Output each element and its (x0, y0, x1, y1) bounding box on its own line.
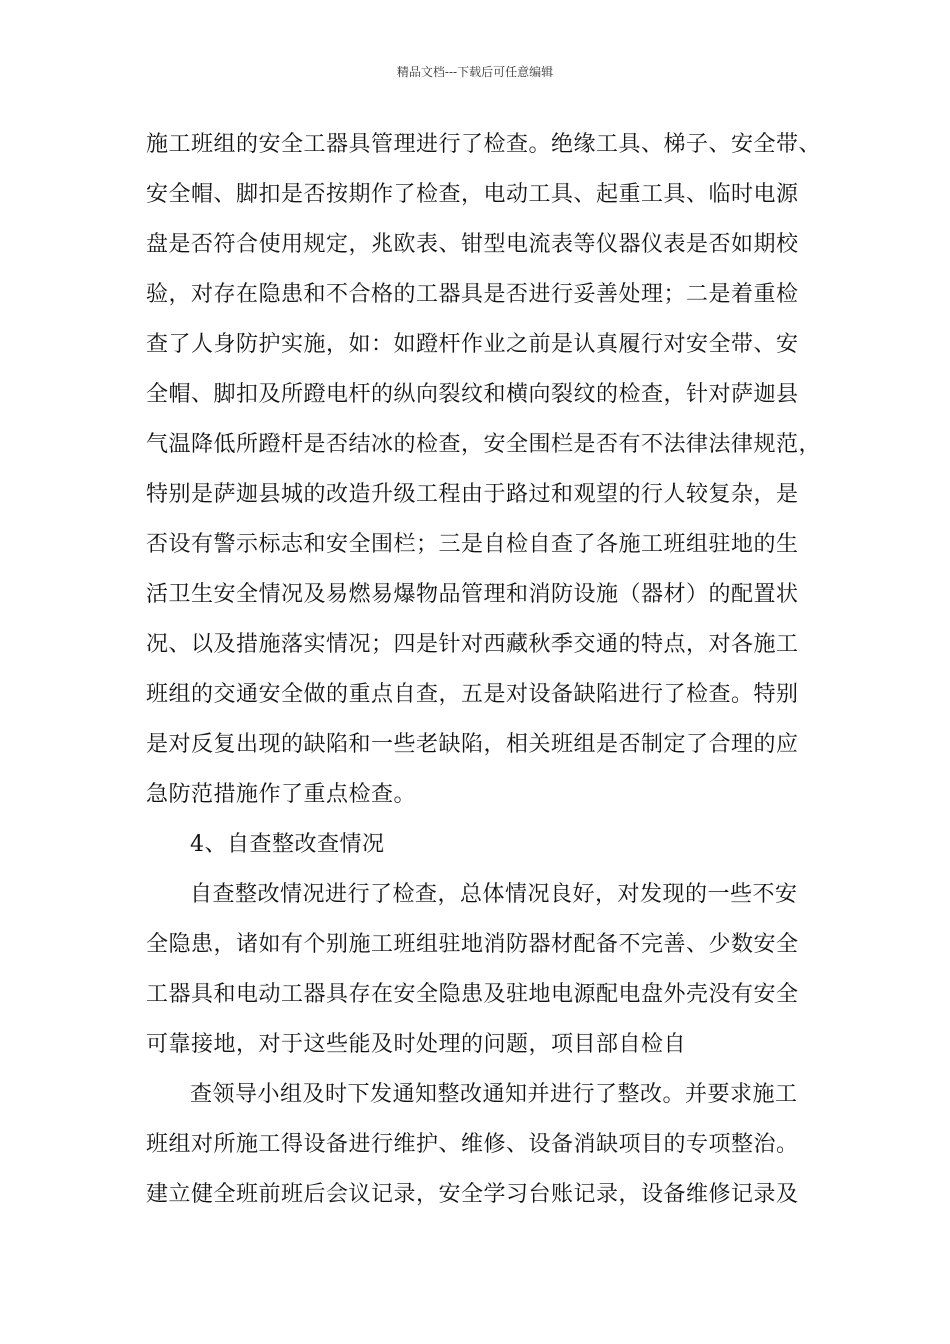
text-line: 气温降低所蹬杆是否结冰的检查，安全围栏是否有不法律法律规范， (146, 432, 822, 457)
text-line: 况、以及措施落实情况；四是针对西藏秋季交通的特点，对各施工 (146, 632, 799, 657)
text-line: 否设有警示标志和安全围栏；三是自检自查了各施工班组驻地的生 (146, 532, 799, 557)
text-line: 盘是否符合使用规定，兆欧表、钳型电流表等仪器仪表是否如期校 (146, 232, 799, 257)
text-line: 验，对存在隐患和不合格的工器具是否进行妥善处理；二是着重检 (146, 282, 799, 307)
text-line: 活卫生安全情况及易燃易爆物品管理和消防设施（器材）的配置状 (146, 582, 799, 607)
document-body (146, 120, 826, 1220)
text-line: 班组对所施工得设备进行维护、维修、设备消缺项目的专项整治。 (146, 1132, 799, 1157)
text-line: 建立健全班前班后会议记录，安全学习台账记录，设备维修记录及 (146, 1182, 799, 1207)
text-line: 施工班组的安全工器具管理进行了检查。绝缘工具、梯子、安全带、 (146, 132, 822, 157)
text-line: 工器具和电动工器具存在安全隐患及驻地电源配电盘外壳没有安全 (146, 982, 799, 1007)
text-line: 可靠接地，对于这些能及时处理的问题，项目部自检自 (146, 1032, 687, 1057)
section-heading: 4、自查整改查情况 (190, 832, 385, 857)
text-line: 自查整改情况进行了检查，总体情况良好，对发现的一些不安 (190, 882, 798, 907)
text-line: 是对反复出现的缺陷和一些老缺陷，相关班组是否制定了合理的应 (146, 732, 799, 757)
text-line: 全隐患，诸如有个别施工班组驻地消防器材配备不完善、少数安全 (146, 932, 799, 957)
text-line: 查领导小组及时下发通知整改通知并进行了整改。并要求施工 (190, 1082, 798, 1107)
text-line: 查了人身防护实施，如：如蹬杆作业之前是认真履行对安全带、安 (146, 332, 799, 357)
text-line: 安全帽、脚扣是否按期作了检查，电动工具、起重工具、临时电源 (146, 182, 799, 207)
page-header: 精品文档---下载后可任意编辑 (396, 65, 554, 79)
text-line: 班组的交通安全做的重点自查，五是对设备缺陷进行了检查。特别 (146, 682, 799, 707)
text-line: 急防范措施作了重点检查。 (146, 782, 417, 807)
text-line: 特别是萨迦县城的改造升级工程由于路过和观望的行人较复杂，是 (146, 482, 799, 507)
text-line: 全帽、脚扣及所蹬电杆的纵向裂纹和横向裂纹的检查，针对萨迦县 (146, 382, 799, 407)
